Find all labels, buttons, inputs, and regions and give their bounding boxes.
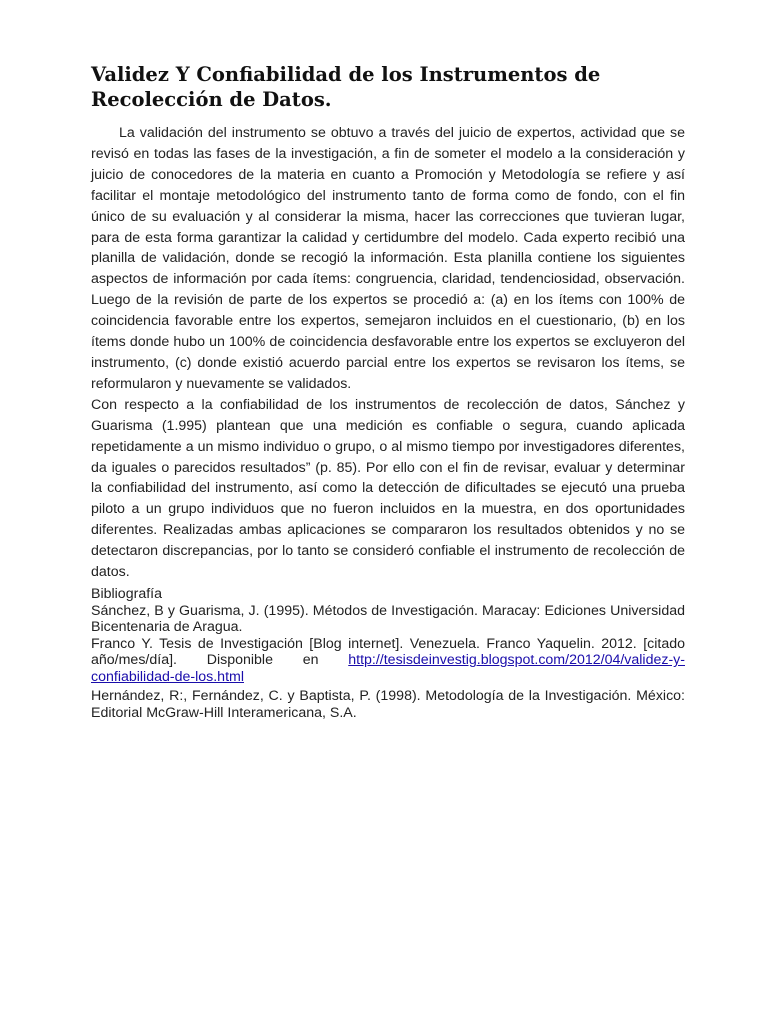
bibliography-entry-franco: [91, 636, 685, 686]
paragraph-validation: La validación del instrumento se obtuvo a través del juicio de expertos, actividad que se revisó en todas las fases de la investigación, a fin de someter el modelo a la consideración y juicio de conocedores de la materia en cuanto a Promoción y Metodología se refiere y así facilitar el montaje metodológico del instrumento tanto de forma como de fondo, con el fin único de su evaluación y al considerar la misma, hacer las correcciones que tuvieran lugar, para de esta forma garantizar la calidad y certidumbre del modelo. Cada experto recibió una planilla de validación, donde se recogió la información. Esta planilla contiene los siguientes aspectos de información por cada ítems: congruencia, claridad, tendenciosidad, observación. Luego de la revisión de parte de los expertos se procedió a: (a) en los ítems con 100% de coincidencia favorable entre los expertos, semejaron incluidos en el cuestionario, (b) en los ítems donde hubo un 100% de coincidencia desfavorable entre los expertos se excluyeron del instrumento, (c) donde existió acuerdo parcial entre los expertos se revisaron los ítems, se reformularon y nuevamente se validados.: [91, 125, 685, 392]
document-title: Validez Y Confiabilidad de los Instrumentos de Recolección de Datos.: [91, 63, 601, 111]
bibliography-entry-sanchez: Sánchez, B y Guarisma, J. (1995). Métodos de Investigación. Maracay: Ediciones Universidad Bicentenaria de Aragua.: [91, 602, 685, 636]
bibliography-heading: Bibliografía: [91, 585, 162, 602]
document-page: [91, 62, 685, 724]
paragraph-reliability: Con respecto a la confiabilidad de los instrumentos de recolección de datos, Sánchez y Guarisma (1.995) plantean que una medición es confiable o segura, cuando aplicada repetidamente a un mismo individuo o grupo, o al mismo tiempo por investigadores diferentes, da iguales o parecidos resultados” (p. 85). Por ello con el fin de revisar, evaluar y determinar la confiabilidad del instrumento, así como la detección de dificultades se ejecutó una prueba piloto a un grupo individuos que no fueron incluidos en la muestra, en dos oportunidades diferentes. Realizadas ambas aplicaciones se compararon los resultados obtenidos y no se detectaron discrepancias, por lo tanto se consideró confiable el instrumento de recolección de datos.: [91, 396, 685, 581]
bibliography-link-blog[interactable]: http://tesisdeinvestig.blogspot.com/2012/04/validez-y-confiabilidad-de-los.html: [91, 652, 685, 685]
bibliography-entry-franco-text: Franco Y. Tesis de Investigación [Blog internet]. Venezuela. Franco Yaquelin. 2012. [citado año/mes/día]. Disponible en: [91, 635, 685, 669]
bibliography-entry-hernandez: Hernández, R:, Fernández, C. y Baptista, P. (1998). Metodología de la Investigación. México: Editorial McGraw-Hill Interamericana, S.A.: [91, 688, 685, 721]
